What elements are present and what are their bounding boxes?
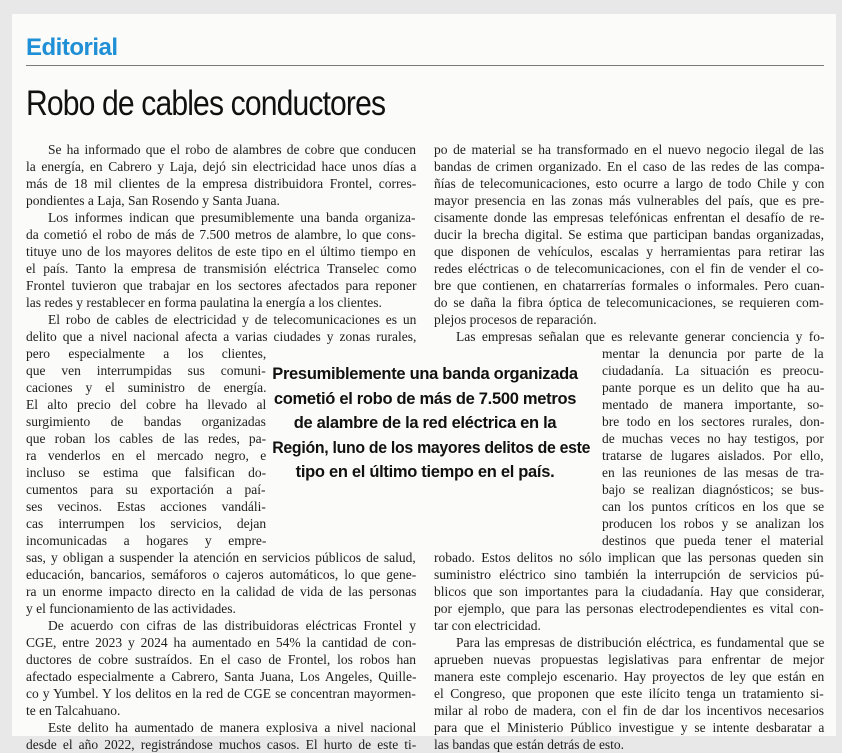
article-line: incluso se estima que falsifican do-: [26, 465, 267, 480]
article-line: po de material se ha transformado en el nuevo negocio ilegal de las: [434, 142, 824, 157]
article-line: pero especialmente a los clientes,: [26, 346, 267, 361]
article-line: más de 18 mil clientes de la empresa distribuidora Frontel, corres-: [26, 176, 417, 191]
article-line: pante porque es un delito que ha au-: [602, 380, 825, 395]
article-line: CGE, entre 2023 y 2024 ha aumentado en 54% la cantidad de con-: [26, 635, 417, 650]
article-line: co y Yumbel. Y los delitos en la red de CGE se concentran mayormen-: [26, 686, 416, 701]
section-label: Editorial: [26, 34, 118, 61]
article-line: para que el Ministerio Público investigue y se intente desbaratar a: [434, 720, 825, 735]
article-line: milar al robo de madera, con el fin de dar los incentivos necesarios: [434, 703, 824, 718]
pull-quote-line: tipo en el último tiempo en el país.: [295, 463, 555, 481]
article-line: caciones y el suministro de energía.: [26, 380, 267, 395]
article-line: producen los robos y se analizan los: [602, 516, 824, 531]
article-line: el Congreso, que proponen que este ilícito tenga un tratamiento si-: [434, 686, 824, 701]
article-line: ses vecinos. Estas acciones vandáli-: [26, 499, 266, 514]
article-line: que disponen de vehículos, escalas y herramientas para retirar las: [434, 244, 825, 259]
pull-quote-line: Presumiblemente una banda organizada: [272, 365, 578, 383]
article-line: educación, bancarios, semáforos o cajeros automáticos, lo que gene-: [26, 567, 417, 582]
headline: Robo de cables conductores: [26, 84, 386, 123]
article-line: ñías de telecomunicaciones, esto ocurre a largo de todo Chile y con: [434, 176, 825, 191]
article-line: el país. Tanto la empresa de transmisión eléctrica Transelec como: [26, 261, 417, 276]
article-line: las bandas que están detrás de esto.: [434, 737, 625, 752]
article-line: mentar la denuncia por parte de la: [602, 346, 824, 361]
article-line: ciudadanía. La situación es preocu-: [602, 363, 824, 378]
article-line: cas interrumpen los servicios, dejan: [26, 516, 267, 531]
article-line: Las empresas señalan que es relevante generar conciencia y fo-: [456, 329, 825, 344]
article-line: mayor presencia en las zonas más vulnerables del país, que es pre-: [434, 193, 825, 208]
article-line: De acuerdo con cifras de las distribuidoras eléctricas Frontel y: [48, 618, 416, 633]
article-line: afectado especialmente a Cabrero, Santa Juana, Los Angeles, Quille-: [26, 669, 417, 684]
article-line: Este delito ha aumentado de manera explosiva a nivel nacional: [48, 720, 417, 735]
article-line: por ejemplo, que para las personas electrodependientes es vital con-: [434, 601, 824, 616]
article-line: blicos que son importantes para la ciudadanía. Hay que considerar,: [434, 584, 825, 599]
article-line: Los informes indican que presumiblemente una banda organiza-: [48, 210, 416, 225]
article-line: manera este complejo escenario. Hay proyectos de ley que están en: [434, 669, 825, 684]
section-divider: [26, 65, 824, 66]
article-line: la energía, en Cabrero y Laja, dejó sin electricidad hace unos días a: [26, 159, 417, 174]
article-line: ducir la brecha digital. Se estima que participan bandas organizadas,: [434, 227, 824, 242]
article-line: tratarse de lugares aislados. Por ello,: [602, 448, 824, 463]
article-line: can los puntos críticos en los que se: [602, 499, 825, 514]
article-line: aprueben nuevas propuestas legislativas para enfrentar de mejor: [434, 652, 825, 667]
pull-quote: [266, 362, 591, 485]
article-line: cumentos para su exportación a paí-: [26, 482, 266, 497]
article-line: Frontel tuvieron que trabajar en los sectores afectados para reponer: [26, 278, 417, 293]
article-line: pondientes a Laja, San Rosendo y Santa Juana.: [26, 193, 280, 208]
article-line: desde el año 2022, registrándose muchos casos. El hurto de este ti-: [26, 737, 417, 752]
article-line: robado. Estos delitos no sólo implican que las personas queden sin: [434, 550, 824, 565]
article-line: plejos procesos de reparación.: [434, 312, 597, 327]
article-line: bre que contienen, en chatarrerías formales o informales. Pero cuan-: [434, 278, 825, 293]
article-line: mentado de manera importante, so-: [602, 397, 824, 412]
article-line: destinos que pueda tener el material: [602, 533, 824, 548]
article-line: ra un enorme impacto directo en la calidad de vida de las personas: [26, 584, 417, 599]
article-line: tituye uno de los mayores delitos de este tipo en el último tiempo en: [26, 244, 416, 259]
pull-quote-line: cometió el robo de más de 7.500 metros: [273, 389, 577, 408]
article-line: que ven interrumpidas sus comuni-: [26, 363, 266, 378]
article-line: de muchas veces no hay testigos, por: [602, 431, 824, 446]
article-line: incomunicadas a hogares y empre-: [26, 533, 267, 548]
article-line: delito que a nivel nacional afecta a varias ciudades y zonas rurales,: [26, 329, 417, 344]
article-line: ra venderlos en el mercado negro, e: [26, 448, 267, 463]
article-line: redes eléctricas o de telecomunicaciones, con el fin de vender el co-: [434, 261, 824, 276]
article-line: bre todo en los sectores rurales, don-: [602, 414, 825, 429]
article-line: sas, y obligan a suspender la atención en servicios públicos de salud,: [26, 550, 416, 565]
pull-quote-line: de alambre de la red eléctrica en la: [293, 414, 557, 432]
article-line: da cometió el robo de más de 7.500 metros de alambre, lo que cons-: [26, 227, 416, 242]
article-line: te en Talcahuano.: [26, 703, 121, 718]
article-line: surgimiento de bandas organizadas: [26, 414, 266, 429]
article-line: bandas de crimen organizado. En el caso de las redes de las compa-: [434, 159, 825, 174]
article-line: en las reuniones de las mesas de tra-: [602, 465, 825, 480]
article-line: suministro eléctrico sino también la interrupción de servicios pú-: [434, 567, 824, 582]
pull-quote-line: Región, luno de los mayores delitos de este: [272, 438, 591, 457]
article-line: El alto precio del cobre ha llevado al: [26, 397, 267, 412]
article-line: las redes y restablecer en forma paulatina la energía a los clientes.: [26, 295, 382, 310]
article-line: bajo se realizan diagnósticos; se bus-: [602, 482, 824, 497]
article-line: do se daña la fibra óptica de telecomunicaciones, se requieren com-: [434, 295, 824, 310]
article-line: El robo de cables de electricidad y de telecomunicaciones es un: [48, 312, 417, 327]
article-line: y el funcionamiento de las actividades.: [26, 601, 236, 616]
article-line: tar con electricidad.: [434, 618, 541, 633]
article-line: cisamente donde las empresas telefónicas enfrentan el desafío de re-: [434, 210, 825, 225]
article-line: que roban los cables de las redes, pa-: [26, 431, 267, 446]
article-line: Para las empresas de distribución eléctrica, es fundamental que se: [456, 635, 825, 650]
newspaper-page: [12, 14, 836, 752]
article-line: ductores de cobre sustraídos. En el caso de Frontel, los robos han: [26, 652, 417, 667]
article-line: Se ha informado que el robo de alambres de cobre que conducen: [48, 142, 416, 157]
